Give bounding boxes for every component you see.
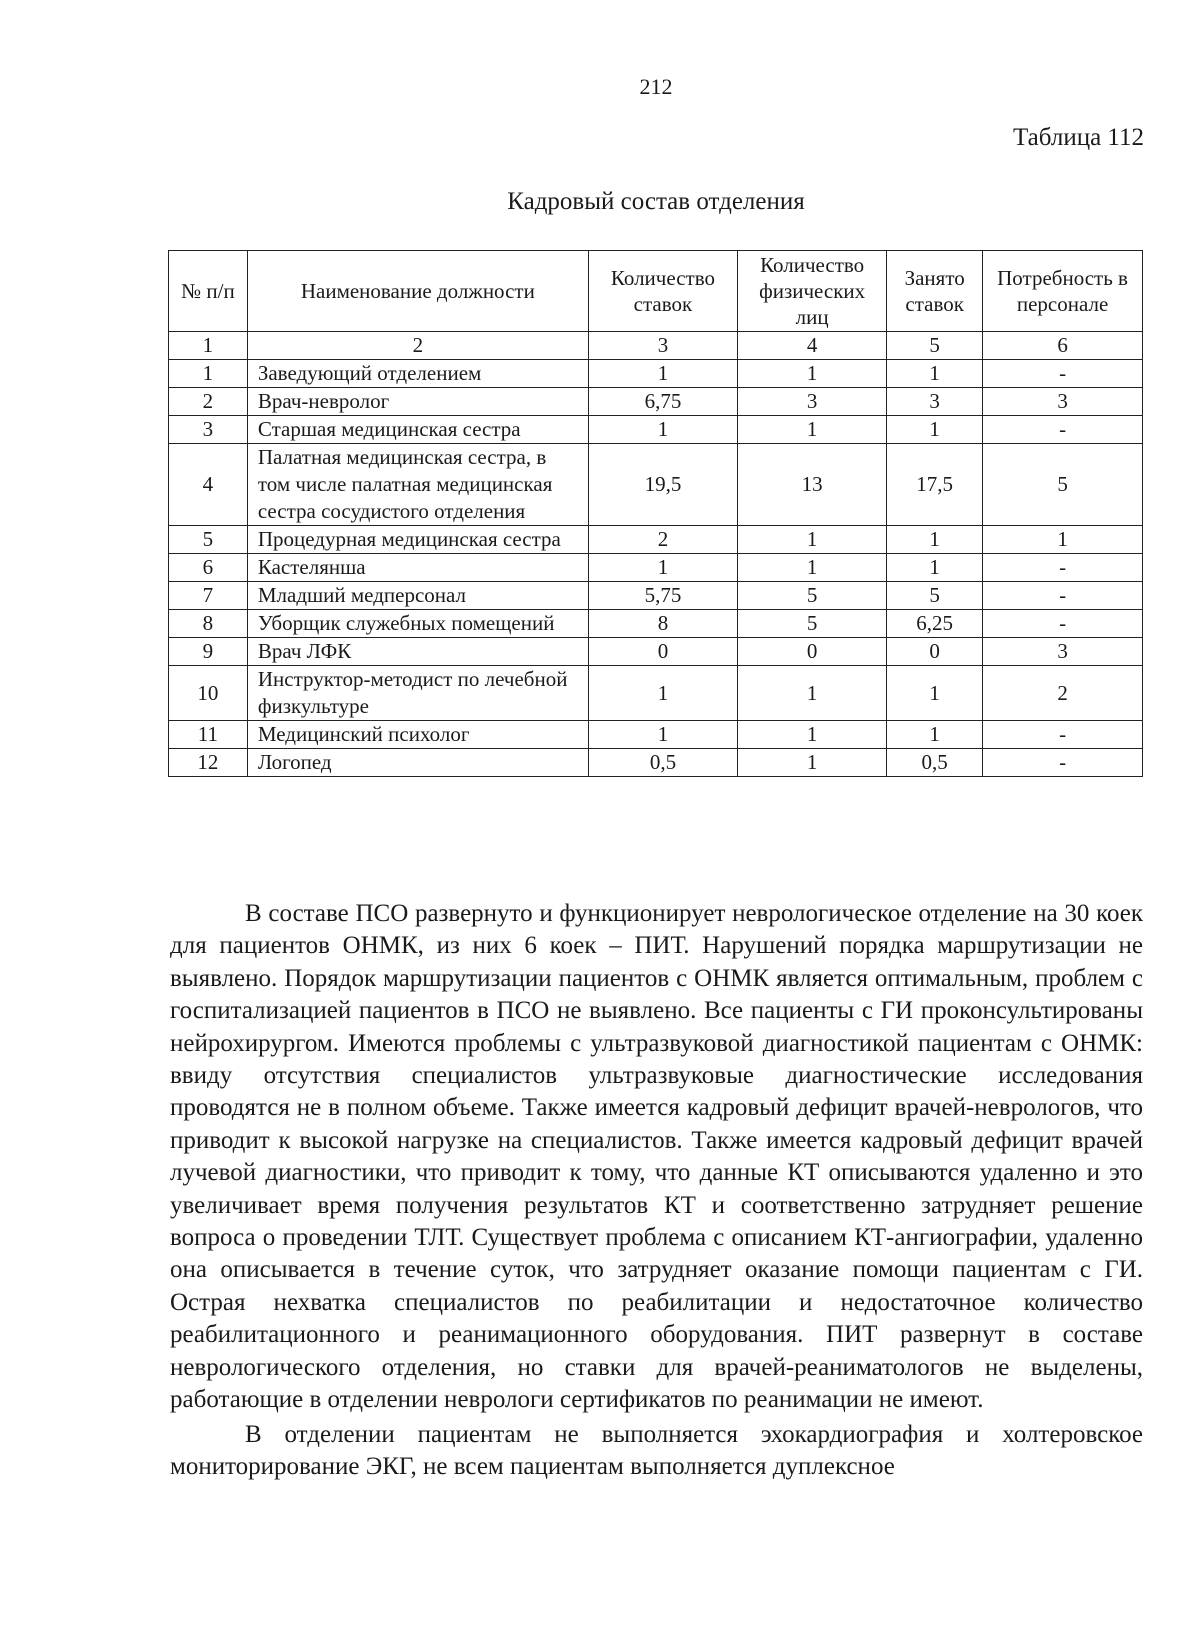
staff-positions: 2 — [588, 526, 737, 554]
table-row — [169, 610, 1143, 638]
staff-need: 5 — [983, 444, 1143, 526]
physical-persons: 13 — [738, 444, 887, 526]
staff-need: 3 — [983, 638, 1143, 666]
physical-persons: 1 — [738, 416, 887, 444]
occupied-positions: 1 — [887, 360, 983, 388]
occupied-positions: 1 — [887, 554, 983, 582]
table-row — [169, 638, 1143, 666]
table-row — [169, 388, 1143, 416]
position-name: Врач ЛФК — [247, 638, 588, 666]
occupied-positions: 1 — [887, 666, 983, 721]
body-text — [170, 898, 1143, 1483]
staff-positions: 1 — [588, 721, 737, 749]
physical-persons: 1 — [738, 360, 887, 388]
occupied-positions: 1 — [887, 416, 983, 444]
physical-persons: 0 — [738, 638, 887, 666]
staff-positions: 0,5 — [588, 749, 737, 777]
column-number: 1 — [169, 332, 248, 360]
table-row — [169, 749, 1143, 777]
page-number: 212 — [639, 74, 673, 99]
row-number: 2 — [169, 388, 248, 416]
header-number: № п/п — [169, 251, 248, 332]
row-number: 9 — [169, 638, 248, 666]
staff-need: - — [983, 554, 1143, 582]
staff-positions: 1 — [588, 554, 737, 582]
table-row — [169, 666, 1143, 721]
occupied-positions: 0 — [887, 638, 983, 666]
staff-need: - — [983, 582, 1143, 610]
row-number: 8 — [169, 610, 248, 638]
staff-positions: 8 — [588, 610, 737, 638]
table-row — [169, 721, 1143, 749]
table-row — [169, 554, 1143, 582]
staff-positions: 1 — [588, 416, 737, 444]
position-name: Логопед — [247, 749, 588, 777]
physical-persons: 1 — [738, 526, 887, 554]
position-name: Кастелянша — [247, 554, 588, 582]
table-row — [169, 416, 1143, 444]
column-number: 5 — [887, 332, 983, 360]
position-name: Врач-невролог — [247, 388, 588, 416]
position-name: Заведующий отделением — [247, 360, 588, 388]
row-number: 4 — [169, 444, 248, 526]
physical-persons: 1 — [738, 721, 887, 749]
position-name: Старшая медицинская сестра — [247, 416, 588, 444]
staff-need: 3 — [983, 388, 1143, 416]
staff-positions: 0 — [588, 638, 737, 666]
row-number: 12 — [169, 749, 248, 777]
column-number-row — [169, 332, 1143, 360]
column-number: 2 — [247, 332, 588, 360]
staff-need: - — [983, 360, 1143, 388]
occupied-positions: 5 — [887, 582, 983, 610]
row-number: 11 — [169, 721, 248, 749]
staff-need: - — [983, 610, 1143, 638]
occupied-positions: 6,25 — [887, 610, 983, 638]
occupied-positions: 0,5 — [887, 749, 983, 777]
position-name: Младший медперсонал — [247, 582, 588, 610]
header-physical-persons: Количество физических лиц — [738, 251, 887, 332]
physical-persons: 5 — [738, 610, 887, 638]
staff-need: 2 — [983, 666, 1143, 721]
table-row — [169, 526, 1143, 554]
row-number: 5 — [169, 526, 248, 554]
row-number: 10 — [169, 666, 248, 721]
table-label: Таблица 112 — [1013, 124, 1144, 151]
occupied-positions: 17,5 — [887, 444, 983, 526]
occupied-positions: 1 — [887, 721, 983, 749]
table-row — [169, 444, 1143, 526]
row-number: 1 — [169, 360, 248, 388]
staff-need: - — [983, 416, 1143, 444]
column-number: 3 — [588, 332, 737, 360]
column-number: 6 — [983, 332, 1143, 360]
physical-persons: 5 — [738, 582, 887, 610]
physical-persons: 1 — [738, 666, 887, 721]
position-name: Уборщик служебных помещений — [247, 610, 588, 638]
table-row — [169, 360, 1143, 388]
staff-need: 1 — [983, 526, 1143, 554]
row-number: 7 — [169, 582, 248, 610]
paragraph: В отделении пациентам не выполняется эхокардиография и холтеровское мониторирование ЭКГ, не всем пациентам выполняется дуплексное — [170, 1420, 1143, 1480]
occupied-positions: 3 — [887, 388, 983, 416]
staff-positions: 19,5 — [588, 444, 737, 526]
row-number: 3 — [169, 416, 248, 444]
position-name: Процедурная медицинская сестра — [247, 526, 588, 554]
physical-persons: 3 — [738, 388, 887, 416]
header-position-name: Наименование должности — [247, 251, 588, 332]
position-name: Палатная медицинская сестра, в том числе палатная медицинская сестра сосудистого отделения — [247, 444, 588, 526]
staff-need: - — [983, 721, 1143, 749]
occupied-positions: 1 — [887, 526, 983, 554]
staff-positions: 1 — [588, 360, 737, 388]
staff-positions: 1 — [588, 666, 737, 721]
staff-need: - — [983, 749, 1143, 777]
header-staff-need: Потребность в персонале — [983, 251, 1143, 332]
staff-table — [168, 250, 1143, 777]
staff-positions: 6,75 — [588, 388, 737, 416]
physical-persons: 1 — [738, 749, 887, 777]
position-name: Медицинский психолог — [247, 721, 588, 749]
column-number: 4 — [738, 332, 887, 360]
header-staff-positions: Количество ставок — [588, 251, 737, 332]
row-number: 6 — [169, 554, 248, 582]
header-occupied-positions: Занято ставок — [887, 251, 983, 332]
table-row — [169, 582, 1143, 610]
table-title: Кадровый состав отделения — [507, 188, 805, 215]
position-name: Инструктор-методист по лечебной физкультуре — [247, 666, 588, 721]
physical-persons: 1 — [738, 554, 887, 582]
paragraph: В составе ПСО развернуто и функционирует неврологическое отделение на 30 коек для пациентов ОНМК, из них 6 коек – ПИТ. Нарушений порядка маршрутизации не выявлено. Порядок маршрутизации пациентов с ОНМК является оптимальным, проблем с госпитализацией пациентов в ПСО не выявлено. Все пациенты с ГИ проконсультированы нейрохирургом. Имеются проблемы с ультразвуковой диагностикой пациентам с ОНМК: ввиду отсутствия специалистов ультразвуковые диагностические исследования проводятся не в полном объеме. Также имеется кадровый дефицит врачей-неврологов, что приводит к высокой нагрузке на специалистов. Также имеется кадровый дефицит врачей лучевой диагностики, что приводит к тому, что данные КТ описываются удаленно и это увеличивает время получения результатов КТ и соответственно затрудняет решение вопроса о проведении ТЛТ. Существует проблема с описанием КТ-ангиографии, удаленно она описывается в течение суток, что затрудняет оказание помощи пациентам с ГИ. Острая нехватка специалистов по реабилитации и недостаточное количество реабилитационного и реанимационного оборудования. ПИТ развернут в составе неврологического отделения, но ставки для врачей-реаниматологов не выделены, работающие в отделении неврологи сертификатов по реанимации не имеют. — [170, 900, 1143, 1414]
staff-positions: 5,75 — [588, 582, 737, 610]
table-header-row — [169, 251, 1143, 332]
